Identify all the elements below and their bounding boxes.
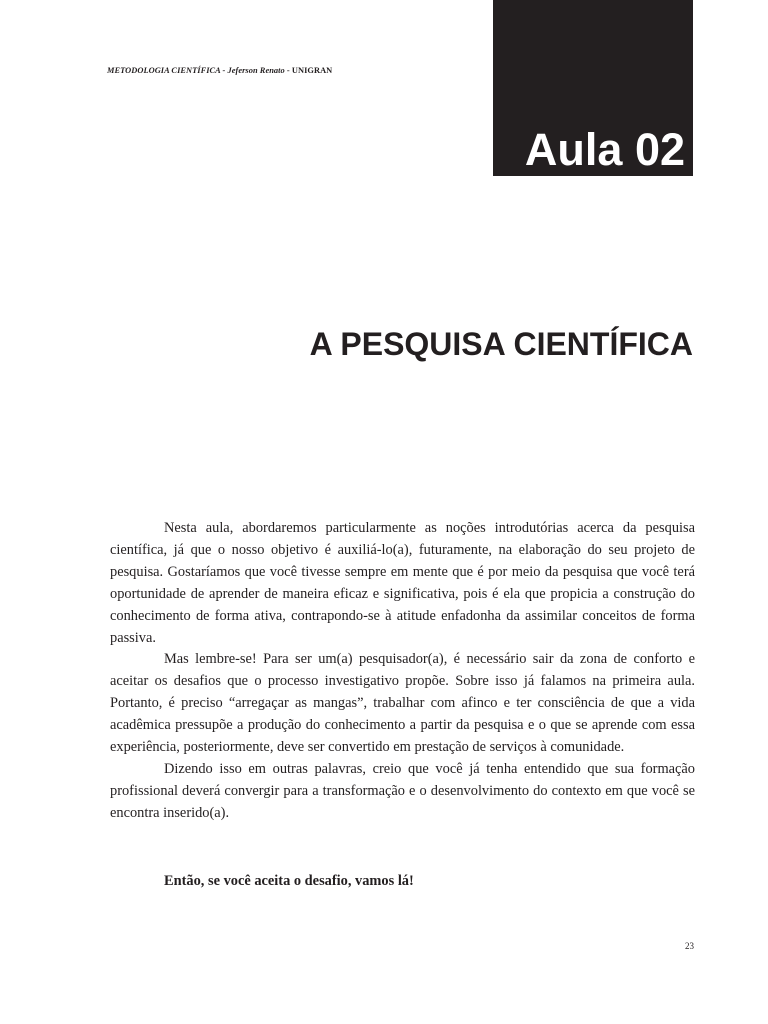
header-separator: - <box>220 66 228 75</box>
lesson-label: Aula 02 <box>524 124 685 175</box>
paragraph: Mas lembre-se! Para ser um(a) pesquisador(a), é necessário sair da zona de conforto e aceitar os desafios que o processo investigativo propõe. Sobre isso já falamos na primeira aula. Portanto, é preciso “arregaçar as mangas”, trabalhar com afinco e ter consciência de que a vida acadêmica pressupõe a produção do conhecimento a partir da pesquisa e o que se aprende com essa experiência, posteriormente, deve ser convertido em prestação de serviços à comunidade. <box>110 651 695 756</box>
paragraph: Dizendo isso em outras palavras, creio que você já tenha entendido que sua formação profissional deverá convergir para a transformação e o desenvolvimento do contexto em que você se encontra inserido(a). <box>110 760 695 821</box>
header-institution: UNIGRAN <box>291 66 333 75</box>
header-author: Jeferson Renato <box>227 66 285 75</box>
lesson-banner <box>493 0 693 176</box>
body-text <box>110 518 695 825</box>
running-header <box>107 66 332 75</box>
paragraph: Nesta aula, abordaremos particularmente as noções introdutórias acerca da pesquisa científica, já que o nosso objetivo é auxiliá-lo(a), futuramente, na elaboração do seu projeto de pesquisa. Gostaríamos que você tivesse sempre em mente que é por meio da pesquisa que você terá oportunidade de aprender de maneira eficaz e significativa, pois é ela que propicia a construção do conhecimento de forma ativa, contrapondo-se à atitude enfadonha da assimilar conceitos de forma passiva. <box>110 520 695 646</box>
closing-statement: Então, se você aceita o desafio, vamos lá! <box>164 873 414 889</box>
page-number: 23 <box>685 941 694 951</box>
header-separator: - <box>284 66 292 75</box>
header-course: METODOLOGIA CIENTÍFICA <box>107 66 221 75</box>
chapter-title: A PESQUISA CIENTÍFICA <box>309 326 693 362</box>
